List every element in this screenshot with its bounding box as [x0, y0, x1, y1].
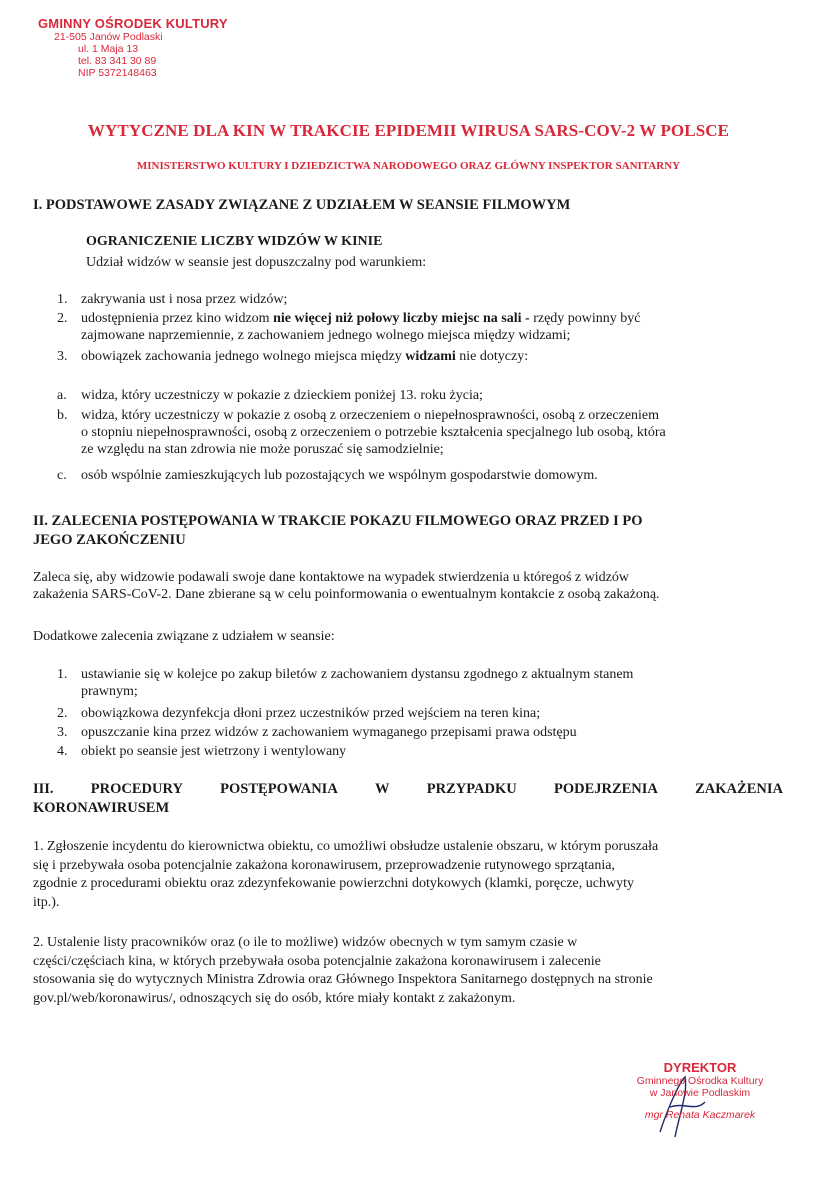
sub-list-line: widza, który uczestniczy w pokazie z osobą z orzeczeniem o niepełnosprawności, osobą z orzeczeniem: [81, 408, 660, 423]
document-subtitle: MINISTERSTWO KULTURY I DZIEDZICTWA NARODOWEGO ORAZ GŁÓWNY INSPEKTOR SANITARNY: [136, 160, 681, 172]
list-text: obiekt po seansie jest wietrzony i wentylowany: [81, 744, 347, 759]
heading-word: POSTĘPOWANIA: [220, 781, 338, 797]
stamp-nip-line: NIP 5372148463: [78, 67, 157, 79]
signature-name: mgr Renata Kaczmarek: [644, 1109, 756, 1121]
section-2-heading: [33, 512, 643, 550]
signature-line: Gminnego Ośrodka Kultury: [636, 1075, 764, 1087]
list-text: opuszczanie kina przez widzów z zachowaniem wymaganego przepisami prawa odstępu: [81, 725, 577, 740]
list-number: 3.: [57, 725, 68, 740]
section-1-subheading: OGRANICZENIE LICZBY WIDZÓW W KINIE: [86, 234, 383, 249]
list-number: 4.: [57, 744, 68, 759]
list-text-part: udostępnienia przez kino widzom: [81, 311, 274, 326]
list-text-bold: nie więcej niż połowy liczby miejsc na sali -: [273, 311, 530, 326]
list-number: 3.: [57, 349, 68, 364]
list-text-line2: zajmowane naprzemiennie, z zachowaniem jednego wolnego miejsca między widzami;: [81, 328, 571, 343]
section-3-paragraph-1: [33, 838, 658, 912]
signature-title: DYREKTOR: [663, 1060, 737, 1075]
paragraph-line: 1. Zgłoszenie incydentu do kierownictwa obiektu, co umożliwi obsłudze ustalenie obszaru, w którym poruszała: [33, 839, 659, 854]
list-text: [81, 666, 781, 700]
signature-line: w Janowie Podlaskim: [649, 1087, 751, 1099]
list-text-part: obowiązek zachowania jednego wolnego miejsca między: [81, 349, 406, 364]
list-number: 1.: [57, 292, 68, 307]
document-title: WYTYCZNE DLA KIN W TRAKCIE EPIDEMII WIRUSA SARS-COV-2 W POLSCE: [87, 121, 730, 140]
section-2-heading-line: II. ZALECENIA POSTĘPOWANIA W TRAKCIE POKAZU FILMOWEGO ORAZ PRZED I PO: [33, 513, 643, 529]
list-text: [81, 310, 781, 344]
sub-list-line: o stopniu niepełnosprawności, osobą z orzeczeniem o potrzebie kształcenia specjalnego lub osobą, która: [81, 425, 666, 440]
sub-list-letter: a.: [57, 388, 67, 403]
heading-word: PRZYPADKU: [426, 781, 517, 797]
paragraph-line: Zaleca się, aby widzowie podawali swoje dane kontaktowe na wypadek stwierdzenia u któregoś z widzów: [33, 570, 629, 585]
list-text-part: nie dotyczy:: [455, 349, 529, 364]
list-text: obowiązkowa dezynfekcja dłoni przez uczestników przed wejściem na teren kina;: [81, 706, 541, 721]
section-2-intro: Dodatkowe zalecenia związane z udziałem w seansie:: [33, 629, 335, 644]
list-text: zakrywania ust i nosa przez widzów;: [81, 292, 288, 307]
section-1-heading: I. PODSTAWOWE ZASADY ZWIĄZANE Z UDZIAŁEM W SEANSIE FILMOWYM: [33, 197, 571, 213]
list-number: 1.: [57, 667, 68, 682]
paragraph-line: itp.).: [33, 894, 60, 910]
sub-list-letter: c.: [57, 468, 67, 483]
stamp-phone-line: tel. 83 341 30 89: [78, 55, 157, 67]
heading-word: PROCEDURY: [90, 781, 183, 797]
list-text-bold: widzami: [405, 349, 456, 364]
paragraph-line: stosowania się do wytycznych Ministra Zdrowia oraz Głównego Inspektora Sanitarnego dostępnych na stronie: [33, 972, 653, 987]
list-line: ustawianie się w kolejce po zakup biletów z zachowaniem dystansu zgodnego z aktualnym stanem: [81, 667, 634, 682]
paragraph-line: się i przebywała osoba potencjalnie zakażona koronawirusem, przeprowadzenie rutynowego sprzątania,: [33, 857, 615, 873]
heading-word: W: [375, 781, 390, 797]
section-2-paragraph: [33, 569, 660, 603]
paragraph-line: zakażenia SARS-CoV-2. Dane zbierane są w celu poinformowania o ewentualnym kontakcie z osobą zakażoną.: [33, 587, 660, 602]
stamp-address-line: 21-505 Janów Podlaski: [54, 31, 163, 43]
stamp-org-name: GMINNY OŚRODEK KULTURY: [38, 16, 228, 31]
sub-list-text: widza, który uczestniczy w pokazie z dzieckiem poniżej 13. roku życia;: [81, 388, 483, 403]
list-text: [81, 348, 781, 365]
stamp-street-line: ul. 1 Maja 13: [78, 43, 139, 55]
heading-word: III.: [33, 781, 54, 797]
section-3-heading-line2: KORONAWIRUSEM: [33, 800, 170, 816]
paragraph-line: 2. Ustalenie listy pracowników oraz (o ile to możliwe) widzów obecnych w tym samym czasie w: [33, 935, 578, 950]
list-line: prawnym;: [81, 684, 138, 699]
heading-word: PODEJRZENIA: [553, 781, 658, 797]
institution-stamp: [38, 16, 228, 79]
section-2-heading-line: JEGO ZAKOŃCZENIU: [33, 532, 186, 548]
section-3-heading: [33, 781, 783, 798]
list-number: 2.: [57, 311, 68, 326]
paragraph-line: gov.pl/web/koronawirus/, odnoszących się do osób, które miały kontakt z zakażonym.: [33, 990, 516, 1006]
sub-list-text: osób wspólnie zamieszkujących lub pozostających we wspólnym gospodarstwie domowym.: [81, 468, 598, 483]
section-3-paragraph-2: [33, 934, 653, 1008]
heading-word: ZAKAŻENIA: [695, 781, 783, 797]
paragraph-line: części/częściach kina, w których przebywała osoba potencjalnie zakażona koronawirusem i zalecenie: [33, 953, 601, 969]
section-1-intro: Udział widzów w seansie jest dopuszczalny pod warunkiem:: [86, 255, 427, 270]
list-number: 2.: [57, 706, 68, 721]
paragraph-line: zgodnie z procedurami obiektu oraz zdezynfekowanie powierzchni dotykowych (klamki, poręcze, uchwyty: [33, 876, 634, 891]
sub-list-letter: b.: [57, 408, 68, 423]
sub-list-line: ze względu na stan zdrowia nie może poruszać się samodzielnie;: [81, 442, 444, 457]
list-text-part: rzędy powinny być: [529, 311, 641, 326]
signature-stamp: [600, 1060, 800, 1121]
sub-list-text: [81, 407, 781, 458]
